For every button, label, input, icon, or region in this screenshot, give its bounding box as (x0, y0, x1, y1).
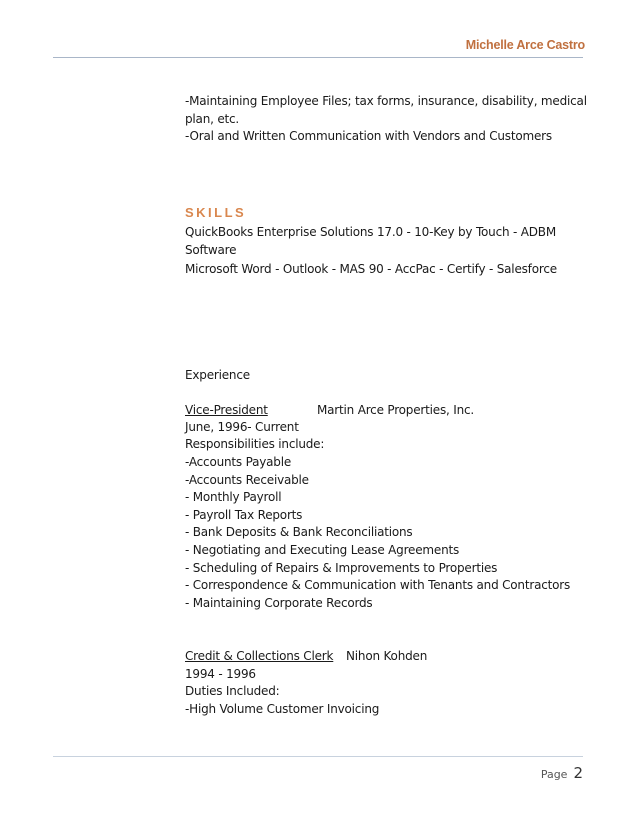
intro-line-1: -Maintaining Employee Files; tax forms, insurance, disability, medical (185, 94, 587, 108)
job1-item: - Bank Deposits & Bank Reconciliations (185, 525, 413, 539)
page-footer (541, 764, 583, 782)
experience-heading: Experience (185, 368, 250, 382)
job1-item: - Maintaining Corporate Records (185, 596, 373, 610)
job2-title: Credit & Collections Clerk (185, 649, 334, 663)
job1-item: - Payroll Tax Reports (185, 508, 303, 522)
job2-intro: Duties Included: (185, 684, 280, 698)
job1-company: Martin Arce Properties, Inc. (317, 403, 475, 417)
job1-dates: June, 1996- Current (185, 420, 299, 434)
job1-item: -Accounts Payable (185, 455, 292, 469)
job2-item: -High Volume Customer Invoicing (185, 702, 380, 716)
intro-line-3: -Oral and Written Communication with Vendors and Customers (185, 129, 552, 143)
job2-dates: 1994 - 1996 (185, 667, 256, 681)
header-divider (53, 57, 583, 58)
job2-company: Nihon Kohden (346, 649, 428, 663)
footer-divider (53, 756, 583, 757)
job1-title: Vice-President (185, 403, 268, 417)
job1-item: - Monthly Payroll (185, 490, 282, 504)
page-number: 2 (573, 764, 583, 782)
job1-intro: Responsibilities include: (185, 437, 325, 451)
job1-item: -Accounts Receivable (185, 473, 309, 487)
skills-line-2: Software (185, 243, 237, 257)
header-name: Michelle Arce Castro (465, 38, 585, 52)
skills-heading: SKILLS (185, 205, 247, 220)
job1-item: - Correspondence & Communication with Tenants and Contractors (185, 578, 571, 592)
intro-line-2: plan, etc. (185, 112, 240, 126)
job1-item: - Negotiating and Executing Lease Agreements (185, 543, 460, 557)
page-label: Page (540, 768, 568, 781)
skills-line-3: Microsoft Word - Outlook - MAS 90 - AccPac - Certify - Salesforce (185, 262, 557, 276)
job1-item: - Scheduling of Repairs & Improvements to Properties (185, 561, 498, 575)
skills-line-1: QuickBooks Enterprise Solutions 17.0 - 10-Key by Touch - ADBM (185, 225, 556, 239)
